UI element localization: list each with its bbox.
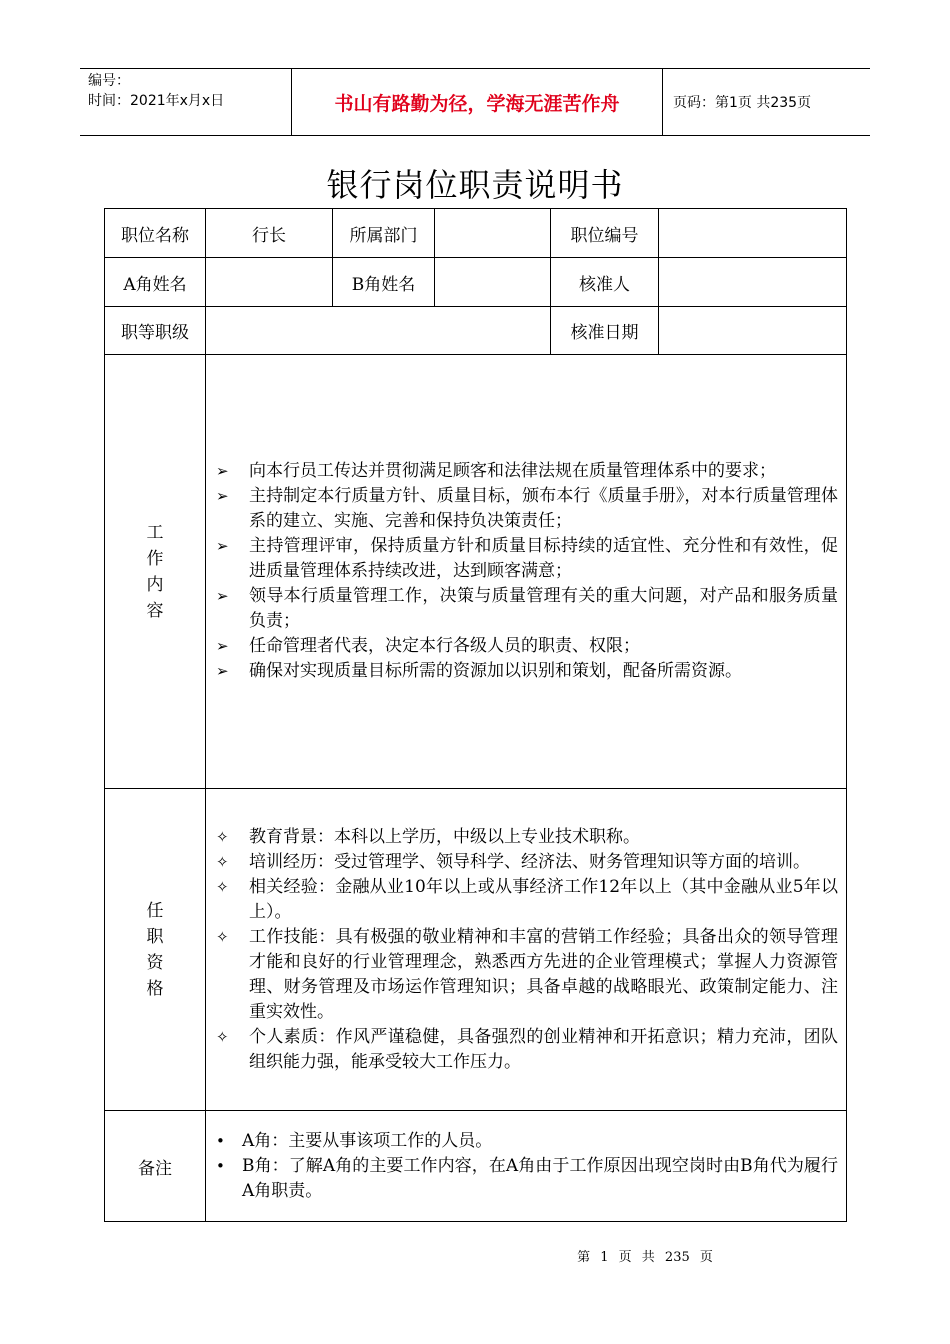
position-code-value <box>659 209 847 258</box>
position-name-value: 行长 <box>206 209 333 258</box>
list-item <box>216 1154 838 1204</box>
a-name-label: A角姓名 <box>105 258 206 307</box>
remarks-list <box>216 1129 838 1204</box>
dot-bullet-icon: • <box>216 1131 225 1150</box>
list-item-text: 相关经验：金融从业10年以上或从事经济工作12年以上（其中金融从业5年以上）。 <box>249 876 839 922</box>
star-bullet-icon: ✧ <box>216 927 229 946</box>
approver-label: 核准人 <box>551 258 659 307</box>
table-row <box>105 209 847 258</box>
list-item <box>216 875 838 925</box>
work-label-char: 内 <box>146 574 164 595</box>
work-label-char: 作 <box>146 548 164 569</box>
list-item <box>216 534 838 584</box>
arrow-bullet-icon: ➢ <box>216 487 229 505</box>
list-item-text: 任命管理者代表，决定本行各级人员的职责、权限； <box>249 636 640 656</box>
approver-value <box>659 258 847 307</box>
list-item <box>216 850 838 875</box>
work-content-row <box>105 355 847 789</box>
position-code-label: 职位编号 <box>551 209 659 258</box>
document-title: 银行岗位职责说明书 <box>326 166 624 204</box>
list-item-text: 主持制定本行质量方针、质量目标，颁布本行《质量手册》，对本行质量管理体系的建立、实施、完善和保持负决策责任； <box>249 486 838 531</box>
work-content <box>206 355 847 789</box>
table-row <box>105 307 847 355</box>
dot-bullet-icon: • <box>216 1156 225 1175</box>
remarks-content <box>206 1111 847 1222</box>
remarks-label: 备注 <box>105 1111 206 1222</box>
work-content-label <box>105 355 206 789</box>
star-bullet-icon: ✧ <box>216 877 229 896</box>
star-bullet-icon: ✧ <box>216 1027 229 1046</box>
list-item-text: 教育背景：本科以上学历，中级以上专业技术职称。 <box>249 826 640 847</box>
list-item-text: 向本行员工传达并贯彻满足顾客和法律法规在质量管理体系中的要求； <box>249 461 776 481</box>
qualification-label-char: 格 <box>146 978 164 999</box>
b-name-label: B角姓名 <box>333 258 435 307</box>
list-item <box>216 634 838 659</box>
b-name-value <box>435 258 551 307</box>
list-item-text: 主持管理评审，保持质量方针和质量目标持续的适宜性、充分性和有效性，促进质量管理体系持续改进，达到顾客满意； <box>249 536 838 581</box>
list-item <box>216 1129 838 1154</box>
remarks-row <box>105 1111 847 1222</box>
qualification-label-char: 资 <box>146 952 164 973</box>
document-time: 时间：2021年x月x日 <box>88 93 225 109</box>
list-item <box>216 925 838 1025</box>
star-bullet-icon: ✧ <box>216 827 229 846</box>
header-page-info: 页码：第1页 共235页 <box>673 95 812 111</box>
header-meta <box>80 69 292 135</box>
department-value <box>435 209 551 258</box>
qualification-label-char: 职 <box>146 926 164 947</box>
list-item-text: 领导本行质量管理工作，决策与质量管理有关的重大问题，对产品和服务质量负责； <box>249 586 838 631</box>
arrow-bullet-icon: ➢ <box>216 637 229 655</box>
star-bullet-icon: ✧ <box>216 852 229 871</box>
list-item-text: A角：主要从事该项工作的人员。 <box>242 1130 493 1151</box>
arrow-bullet-icon: ➢ <box>216 462 229 480</box>
job-description-table <box>104 208 847 1222</box>
qualification-list <box>216 825 838 1075</box>
list-item-text: 培训经历：受过管理学、领导科学、经济法、财务管理知识等方面的培训。 <box>249 851 810 872</box>
page-header <box>80 68 870 136</box>
list-item-text: 确保对实现质量目标所需的资源加以识别和策划，配备所需资源。 <box>249 661 742 681</box>
list-item <box>216 584 838 634</box>
grade-value <box>206 307 551 355</box>
arrow-bullet-icon: ➢ <box>216 537 229 555</box>
qualification-label-char: 任 <box>146 900 164 921</box>
list-item <box>216 484 838 534</box>
department-label: 所属部门 <box>333 209 435 258</box>
list-item <box>216 459 838 484</box>
list-item <box>216 1025 838 1075</box>
header-motto: 书山有路勤为径，学海无涯苦作舟 <box>292 69 663 135</box>
document-number-label: 编号： <box>88 73 130 89</box>
position-name-label: 职位名称 <box>105 209 206 258</box>
qualification-content <box>206 789 847 1111</box>
table-row <box>105 258 847 307</box>
qualification-row <box>105 789 847 1111</box>
list-item <box>216 659 838 684</box>
approve-date-label: 核准日期 <box>551 307 659 355</box>
page-footer: 第 1 页 共 235 页 <box>577 1250 713 1265</box>
qualification-label <box>105 789 206 1111</box>
list-item-text: 工作技能：具有极强的敬业精神和丰富的营销工作经验；具备出众的领导管理才能和良好的行业管理理念，熟悉西方先进的企业管理模式；掌握人力资源管理、财务管理及市场运作管理知识；具备卓越的战略眼光、政策制定能力、注重实效性。 <box>249 926 838 1022</box>
grade-label: 职等职级 <box>105 307 206 355</box>
approve-date-value <box>659 307 847 355</box>
list-item-text: B角：了解A角的主要工作内容，在A角由于工作原因出现空岗时由B角代为履行A角职责。 <box>242 1155 838 1201</box>
work-label-char: 工 <box>146 522 164 543</box>
list-item <box>216 825 838 850</box>
arrow-bullet-icon: ➢ <box>216 587 229 605</box>
list-item-text: 个人素质：作风严谨稳健，具备强烈的创业精神和开拓意识；精力充沛，团队组织能力强，能承受较大工作压力。 <box>249 1026 838 1072</box>
arrow-bullet-icon: ➢ <box>216 662 229 680</box>
work-content-list <box>216 459 838 684</box>
a-name-value <box>206 258 333 307</box>
work-label-char: 容 <box>146 600 164 621</box>
